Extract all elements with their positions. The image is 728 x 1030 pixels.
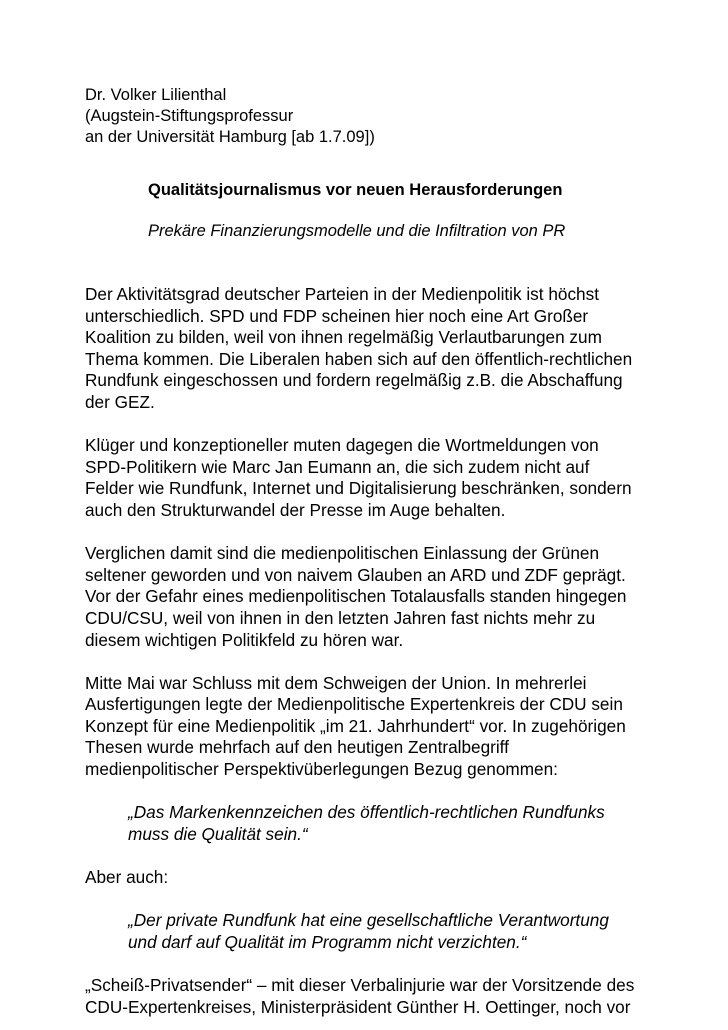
paragraph-3: Verglichen damit sind die medienpolitischen Einlassung der Grünen seltener geworden und von naivem Glauben an ARD und ZDF geprägt. Vor der Gefahr eines medienpolitischen Totalausfalls standen hingegen CDU/CSU, weil von ihnen in den letzten Jahren fast nichts mehr zu diesem wichtigen Politikfeld zu hören war. [85, 543, 627, 650]
paragraph-1: Der Aktivitätsgrad deutscher Parteien in der Medienpolitik ist höchst unterschiedlich. SPD und FDP scheinen hier noch eine Art Großer Koalition zu bilden, weil von ihnen regelmäßig Verlautbarungen zum Thema kommen. Die Liberalen haben sich auf den öffentlich-rechtlichen Rundfunk eingeschossen und fordern regelmäßig z.B. die Abschaffung der GEZ. [85, 284, 633, 412]
quote-2: „Der private Rundfunk hat eine gesellschaftliche Verantwortung und darf auf Qualität im Programm nicht verzichten.“ [128, 910, 609, 952]
document-title: Qualitätsjournalismus vor neuen Herausforderungen [148, 181, 563, 199]
author-institution: an der Universität Hamburg [ab 1.7.09]) [85, 128, 375, 146]
quote-1: „Das Markenkennzeichen des öffentlich-rechtlichen Rundfunks muss die Qualität sein.“ [128, 802, 605, 844]
author-position: (Augstein-Stiftungsprofessur [85, 107, 294, 125]
paragraph-4: Mitte Mai war Schluss mit dem Schweigen der Union. In mehrerlei Ausfertigungen legte der Medienpolitische Expertenkreis der CDU sein Konzept für eine Medienpolitik „im 21. Jahrhundert“ vor. In zugehörigen Thesen wurde mehrfach auf den heutigen Zentralbegriff medienpolitischer Perspektivüberlegungen Bezug genommen: [85, 672, 626, 780]
paragraph-5: Aber auch: [85, 867, 169, 888]
author-name: Dr. Volker Lilienthal [85, 86, 227, 104]
paragraph-6: „Scheiß-Privatsender“ – mit dieser Verbalinjurie war der Vorsitzende des CDU-Expertenkreises, Ministerpräsident Günther H. Oettinger, noch vor [85, 975, 635, 1017]
document-page [85, 85, 685, 1018]
document-subtitle: Prekäre Finanzierungsmodelle und die Infiltration von PR [148, 222, 566, 240]
paragraph-2: Klüger und konzeptioneller muten dagegen die Wortmeldungen von SPD-Politikern wie Marc Jan Eumann an, die sich zudem nicht auf Felder wie Rundfunk, Internet und Digitalisierung beschränken, sondern auch den Strukturwandel der Presse im Auge behalten. [85, 435, 632, 520]
